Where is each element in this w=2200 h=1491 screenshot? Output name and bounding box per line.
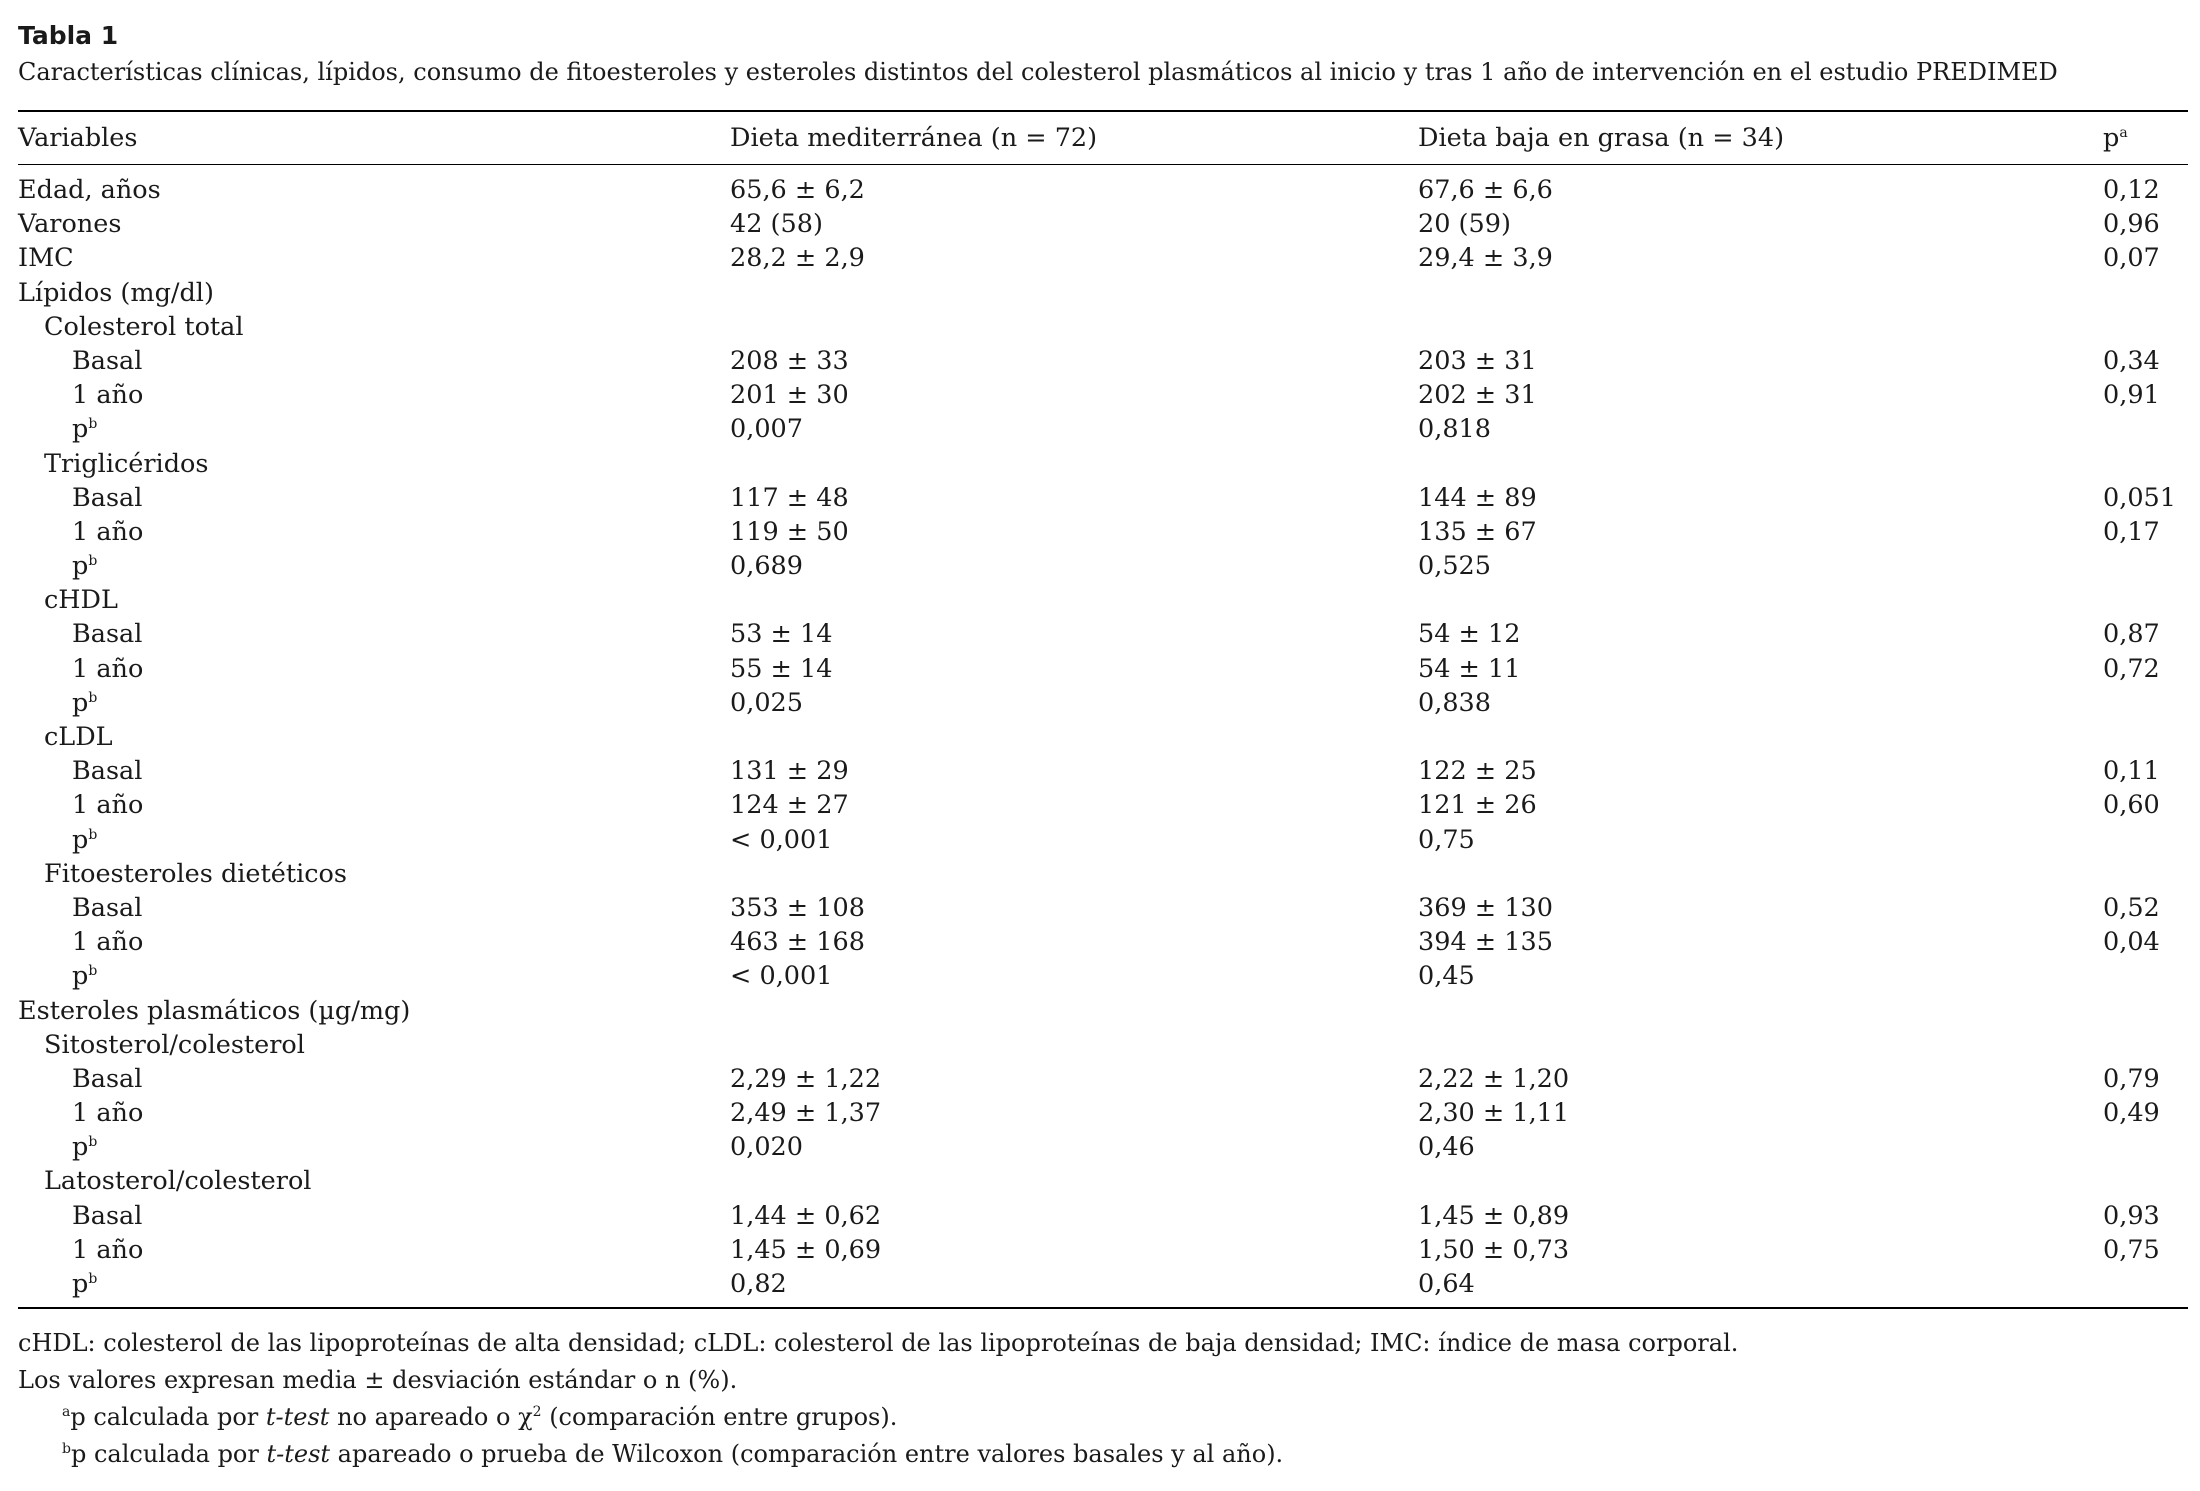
- row-p-value: 0,91: [2103, 380, 2160, 411]
- footnote-a-text: p calculada por: [70, 1403, 266, 1432]
- bottom-rule: [18, 1307, 2188, 1309]
- table-row: [18, 173, 2192, 207]
- row-variable-label: [18, 1062, 142, 1096]
- table-body: [18, 165, 2192, 1307]
- row-low-fat-value: 369 ± 130: [1418, 892, 1553, 923]
- row-variable-label: [18, 994, 410, 1028]
- row-low-fat-value: 121 ± 26: [1418, 790, 1537, 821]
- row-mediterranean-value: 1,44 ± 0,62: [730, 1200, 882, 1231]
- row-mediterranean-value: 42 (58): [730, 209, 823, 240]
- row-p-value: 0,96: [2103, 209, 2160, 240]
- row-label-text: Basal: [72, 1063, 143, 1094]
- row-label-text: 1 año: [72, 516, 144, 547]
- row-mediterranean-value: 201 ± 30: [730, 380, 849, 411]
- row-label-text: p: [72, 1269, 89, 1299]
- row-label-text: 1 año: [72, 1234, 144, 1265]
- row-variable-label: [18, 617, 142, 651]
- row-label-text: Basal: [72, 619, 143, 650]
- row-label-text: IMC: [18, 243, 74, 274]
- row-low-fat-value: 0,838: [1418, 687, 1492, 718]
- row-variable-label: [18, 207, 121, 241]
- row-low-fat-value: 2,22 ± 1,20: [1418, 1063, 1570, 1094]
- row-label-superscript: b: [88, 553, 98, 570]
- row-p-value: 0,75: [2103, 1234, 2160, 1265]
- table-row: [18, 994, 2192, 1028]
- table-row: [18, 1267, 2192, 1301]
- table-caption: Características clínicas, lípidos, consumo de fitoesteroles y esteroles distintos del colesterol plasmáticos al inicio y tras 1 año de intervención en el estudio PREDIMED: [18, 58, 2058, 86]
- table-row: [18, 891, 2192, 925]
- row-label-text: 1 año: [72, 1098, 144, 1129]
- row-label-text: Basal: [72, 482, 143, 513]
- row-variable-label: [18, 754, 142, 788]
- row-low-fat-value: 0,525: [1418, 551, 1492, 582]
- table-row: [18, 652, 2192, 686]
- row-label-text: Colesterol total: [44, 311, 244, 342]
- row-p-value: 0,72: [2103, 653, 2160, 684]
- table-row: [18, 925, 2192, 959]
- table-row: [18, 515, 2192, 549]
- row-p-value: 0,04: [2103, 927, 2160, 958]
- table-row: [18, 1028, 2192, 1062]
- row-p-value: 0,17: [2103, 516, 2160, 547]
- table-label: Tabla 1: [18, 21, 119, 50]
- footnote-a-mark: a: [62, 1404, 71, 1421]
- footnote-a: [18, 1399, 2192, 1436]
- row-label-text: cLDL: [44, 722, 113, 752]
- row-label-text: p: [72, 414, 89, 445]
- table-row: [18, 1164, 2192, 1198]
- row-label-text: 1 año: [72, 653, 144, 684]
- row-low-fat-value: 1,45 ± 0,89: [1418, 1200, 1570, 1231]
- table-row: [18, 241, 2192, 275]
- table-row: [18, 686, 2192, 720]
- table-row: [18, 959, 2192, 993]
- row-variable-label: [18, 959, 97, 993]
- footnote-a-test-name: t-test: [265, 1403, 330, 1432]
- row-variable-label: [18, 276, 214, 310]
- footnote-abbreviations: cHDL: colesterol de las lipoproteínas de alta densidad; cLDL: colesterol de las lipoproteínas de baja densidad; IMC: índice de masa corporal.: [18, 1329, 1739, 1358]
- table-row: [18, 617, 2192, 651]
- table-header-row: [18, 112, 2192, 164]
- row-low-fat-value: 0,45: [1418, 961, 1475, 992]
- row-variable-label: [18, 1096, 143, 1130]
- row-mediterranean-value: 208 ± 33: [730, 345, 849, 376]
- row-variable-label: [18, 515, 143, 549]
- row-label-superscript: b: [88, 826, 98, 843]
- table-footnotes: [18, 1325, 2192, 1473]
- row-low-fat-value: 54 ± 11: [1418, 653, 1521, 684]
- row-low-fat-value: 67,6 ± 6,6: [1418, 175, 1553, 205]
- row-p-value: 0,93: [2103, 1200, 2160, 1231]
- table-row: [18, 1233, 2192, 1267]
- footnote-values: Los valores expresan media ± desviación estándar o n (%).: [18, 1366, 738, 1395]
- footnote-a-chi-square-exponent: 2: [532, 1404, 542, 1421]
- row-p-value: 0,11: [2103, 756, 2160, 787]
- row-variable-label: [18, 1267, 97, 1301]
- table-row: [18, 823, 2192, 857]
- row-label-text: p: [72, 961, 89, 992]
- row-label-superscript: b: [88, 689, 98, 706]
- row-label-superscript: b: [88, 416, 98, 433]
- table-row: [18, 447, 2192, 481]
- footnote-b-text-2: apareado o prueba de Wilcoxon (comparación entre valores basales y al año).: [330, 1440, 1284, 1469]
- row-variable-label: [18, 447, 208, 481]
- table-row: [18, 412, 2192, 446]
- table-row: [18, 1199, 2192, 1233]
- row-variable-label: [18, 1199, 142, 1233]
- row-variable-label: [18, 857, 347, 891]
- row-p-value: 0,60: [2103, 790, 2160, 821]
- document-page: [18, 18, 2192, 1473]
- row-mediterranean-value: 124 ± 27: [730, 790, 849, 821]
- row-p-value: 0,34: [2103, 345, 2160, 376]
- row-label-text: Lípidos (mg/dl): [18, 277, 214, 308]
- row-label-superscript: b: [88, 963, 98, 980]
- row-variable-label: [18, 652, 143, 686]
- row-label-text: p: [72, 551, 89, 582]
- row-low-fat-value: 2,30 ± 1,11: [1418, 1098, 1570, 1129]
- row-label-text: p: [72, 1132, 89, 1163]
- row-low-fat-value: 54 ± 12: [1418, 619, 1521, 650]
- row-mediterranean-value: 0,007: [730, 414, 804, 445]
- footnote-b-mark: b: [62, 1441, 71, 1458]
- table-row: [18, 344, 2192, 378]
- row-low-fat-value: 203 ± 31: [1418, 345, 1537, 376]
- row-p-value: 0,12: [2103, 175, 2160, 205]
- row-variable-label: [18, 173, 161, 207]
- row-label-text: p: [72, 687, 89, 718]
- row-p-value: 0,87: [2103, 619, 2160, 650]
- row-mediterranean-value: 0,82: [730, 1269, 787, 1299]
- row-variable-label: [18, 378, 143, 412]
- header-p-value: [2103, 121, 2128, 155]
- row-label-text: cHDL: [44, 585, 118, 616]
- row-mediterranean-value: 2,49 ± 1,37: [730, 1098, 882, 1129]
- row-low-fat-value: 0,818: [1418, 414, 1492, 445]
- row-label-text: Esteroles plasmáticos (µg/mg): [18, 995, 411, 1026]
- row-variable-label: [18, 891, 142, 925]
- row-variable-label: [18, 925, 143, 959]
- row-p-value: 0,07: [2103, 243, 2160, 274]
- row-low-fat-value: 122 ± 25: [1418, 756, 1537, 787]
- row-variable-label: [18, 549, 97, 583]
- row-p-value: 0,52: [2103, 892, 2160, 923]
- row-label-text: 1 año: [72, 380, 144, 411]
- table-row: [18, 207, 2192, 241]
- row-mediterranean-value: 65,6 ± 6,2: [730, 175, 865, 205]
- header-variables: Variables: [18, 123, 138, 153]
- table-row: [18, 378, 2192, 412]
- row-label-text: Basal: [72, 1200, 143, 1231]
- row-p-value: 0,49: [2103, 1098, 2160, 1129]
- row-variable-label: [18, 481, 142, 515]
- row-label-text: Varones: [18, 209, 122, 240]
- header-p-letter: p: [2103, 123, 2120, 153]
- row-variable-label: [18, 1028, 305, 1062]
- row-mediterranean-value: 53 ± 14: [730, 619, 833, 650]
- row-label-superscript: b: [88, 1271, 98, 1287]
- row-mediterranean-value: 119 ± 50: [730, 516, 849, 547]
- table-row: [18, 310, 2192, 344]
- footnote-b: [18, 1436, 2192, 1473]
- footnote-b-test-name: t-test: [266, 1440, 331, 1469]
- table-row: [18, 1062, 2192, 1096]
- row-label-text: Basal: [72, 345, 143, 376]
- row-low-fat-value: 0,75: [1418, 824, 1475, 855]
- row-mediterranean-value: < 0,001: [730, 824, 833, 855]
- row-variable-label: [18, 823, 97, 857]
- row-variable-label: [18, 310, 244, 344]
- row-variable-label: [18, 344, 142, 378]
- header-p-superscript: a: [2119, 125, 2128, 141]
- row-variable-label: [18, 686, 97, 720]
- row-label-text: Fitoesteroles dietéticos: [44, 858, 347, 889]
- table-row: [18, 583, 2192, 617]
- row-label-text: 1 año: [72, 927, 144, 958]
- header-mediterranean-diet: Dieta mediterránea (n = 72): [730, 123, 1098, 153]
- row-variable-label: [18, 1233, 143, 1267]
- footnote-a-text-2: no apareado o χ: [329, 1403, 533, 1432]
- row-variable-label: [18, 720, 113, 754]
- row-mediterranean-value: 117 ± 48: [730, 482, 849, 513]
- row-label-text: Edad, años: [18, 175, 161, 205]
- table-row: [18, 481, 2192, 515]
- row-label-superscript: b: [88, 1134, 98, 1151]
- table-row: [18, 720, 2192, 754]
- row-low-fat-value: 144 ± 89: [1418, 482, 1537, 513]
- table-row: [18, 1130, 2192, 1164]
- table-row: [18, 549, 2192, 583]
- row-variable-label: [18, 1130, 97, 1164]
- table-row: [18, 754, 2192, 788]
- row-label-text: Triglicéridos: [44, 448, 209, 479]
- row-variable-label: [18, 583, 118, 617]
- row-label-text: Latosterol/colesterol: [44, 1166, 312, 1197]
- row-mediterranean-value: 28,2 ± 2,9: [730, 243, 865, 274]
- row-label-text: p: [72, 824, 89, 855]
- row-low-fat-value: 202 ± 31: [1418, 380, 1537, 411]
- row-mediterranean-value: 0,689: [730, 551, 804, 582]
- row-low-fat-value: 0,64: [1418, 1269, 1475, 1299]
- row-label-text: Basal: [72, 756, 143, 787]
- row-variable-label: [18, 412, 97, 446]
- table-row: [18, 276, 2192, 310]
- row-mediterranean-value: 0,025: [730, 687, 804, 718]
- row-low-fat-value: 29,4 ± 3,9: [1418, 243, 1553, 274]
- row-label-text: Basal: [72, 892, 143, 923]
- row-variable-label: [18, 788, 143, 822]
- row-label-text: 1 año: [72, 790, 144, 821]
- row-mediterranean-value: < 0,001: [730, 961, 833, 992]
- row-low-fat-value: 20 (59): [1418, 209, 1511, 240]
- table-row: [18, 788, 2192, 822]
- row-mediterranean-value: 0,020: [730, 1132, 804, 1163]
- row-variable-label: [18, 241, 74, 275]
- footnote-b-text: p calculada por: [70, 1440, 267, 1469]
- header-low-fat-diet: Dieta baja en grasa (n = 34): [1418, 123, 1785, 153]
- table-row: [18, 1096, 2192, 1130]
- row-mediterranean-value: 131 ± 29: [730, 756, 849, 787]
- row-p-value: 0,79: [2103, 1063, 2160, 1094]
- row-mediterranean-value: 55 ± 14: [730, 653, 833, 684]
- row-low-fat-value: 135 ± 67: [1418, 516, 1537, 547]
- row-low-fat-value: 394 ± 135: [1418, 927, 1553, 958]
- row-low-fat-value: 1,50 ± 0,73: [1418, 1234, 1570, 1265]
- row-variable-label: [18, 1164, 311, 1198]
- row-mediterranean-value: 463 ± 168: [730, 927, 865, 958]
- row-mediterranean-value: 2,29 ± 1,22: [730, 1063, 882, 1094]
- row-mediterranean-value: 353 ± 108: [730, 892, 865, 923]
- table-row: [18, 857, 2192, 891]
- footnote-a-text-3: (comparación entre grupos).: [541, 1403, 898, 1432]
- row-low-fat-value: 0,46: [1418, 1132, 1475, 1163]
- row-p-value: 0,051: [2103, 482, 2177, 513]
- row-label-text: Sitosterol/colesterol: [44, 1029, 305, 1060]
- row-mediterranean-value: 1,45 ± 0,69: [730, 1234, 882, 1265]
